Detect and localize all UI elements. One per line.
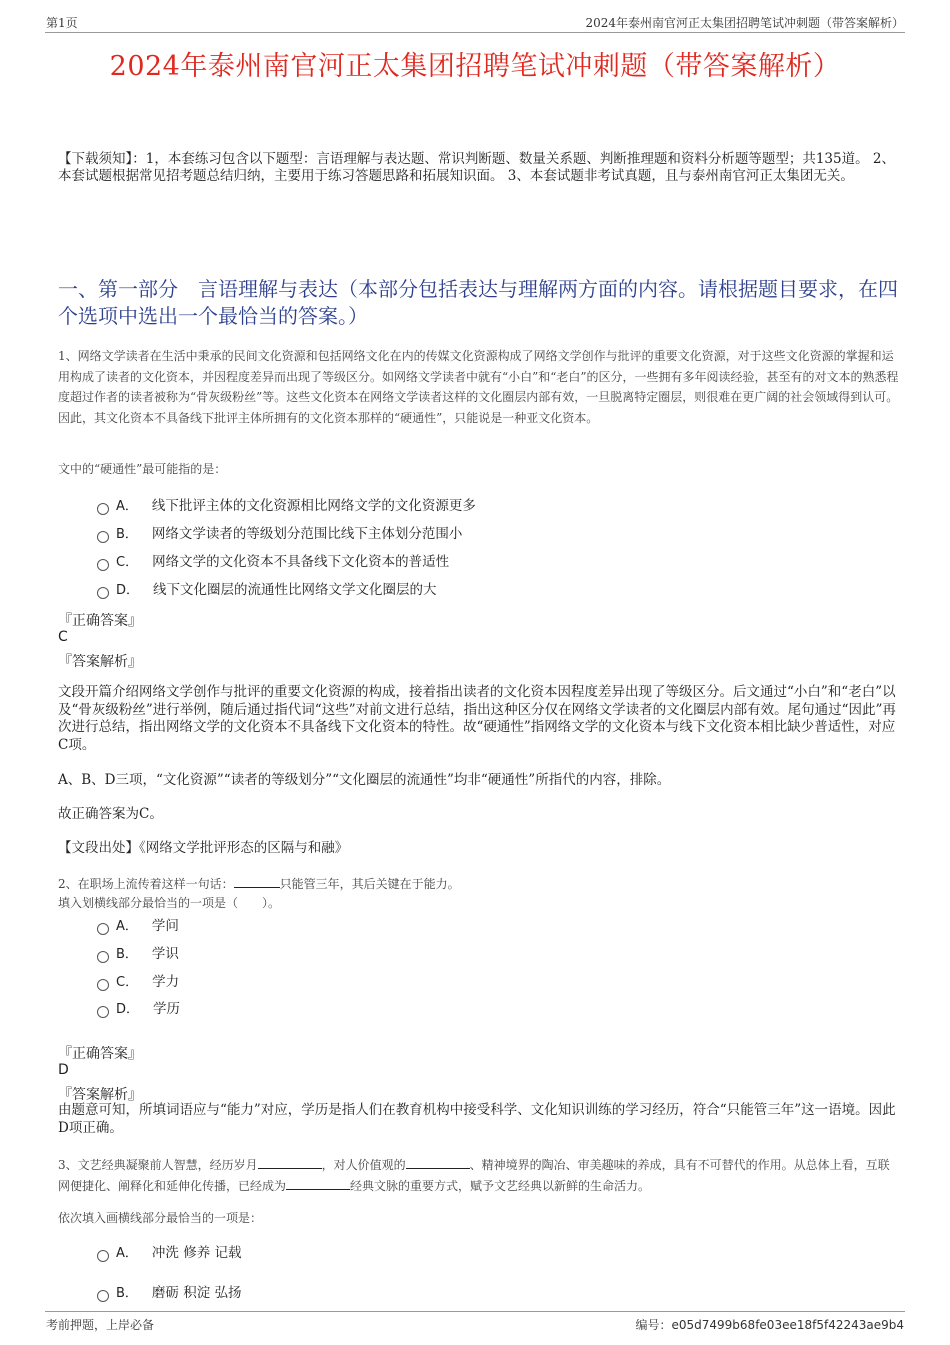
question-1-text: 1、网络文学读者在生活中秉承的民间文化资源和包括网络文化在内的传媒文化资源构成了网络文学创作与批评的重要文化资源，对于这些文化资源的掌握和运用构成了读者的文化资本，并因程度差异而出现了等级区分。如网络文学读者中就有“小白”和“老白”的区分，一些拥有多年阅读经验，甚至有的对文本的熟悉程度超过作者的读者被称为“骨灰级粉丝”等。这些文化资本在网络文学读者这样的文化圈层内部有效，一旦脱离特定圈层，则很难在更广阔的社会领域得到认可。因此，其文化资本不具备线下批评主体所拥有的文化资本那样的“硬通性”，只能说是一种亚文化资本。 <box>58 349 899 425</box>
fill-blank <box>234 875 280 888</box>
question-2-analysis-label: 『答案解析』 <box>58 1087 142 1103</box>
header-divider <box>45 32 905 33</box>
radio-icon[interactable] <box>97 1006 109 1018</box>
question-1-analysis-p1: 文段开篇介绍网络文学创作与批评的重要文化资源的构成，接着指出读者的文化资本因程度差异出现了等级区分。后文通过“小白”和“老白”以及“骨灰级粉丝”进行举例，随后通过指代词“这些”对前文进行总结，指出这种区分仅在网络文学读者的文化圈层内部有效。尾句通过“因此”再次进行总结，指出网络文学的文化资本不具备线下文化资本的特性。故“硬通性”指网络文学的文化资本与线下文化资本相比缺少普适性，对应C项。 <box>58 684 896 753</box>
question-1-option-a[interactable]: A． 线下批评主体的文化资源相比网络文学的文化资源更多 <box>97 496 476 516</box>
radio-icon[interactable] <box>97 1290 109 1302</box>
question-3-text: 3、文艺经典凝聚前人智慧，经历岁月 ，对人价值观的 、精神境界的陶冶、审美趣味的养成，具有不可替代的作用。从总体上看，互联网便捷化、阐释化和延伸化传播，已经成为 经典文脉的重要方式，赋予文艺经典以新鲜的生命活力。 <box>58 1158 890 1193</box>
question-1-option-b[interactable]: B． 网络文学读者的等级划分范围比线下主体划分范围小 <box>97 524 462 544</box>
footer-code: 编号：e05d7499b68fe03ee18f5f42243ae9b4 <box>635 1318 904 1332</box>
question-2-answer: D <box>58 1062 69 1078</box>
page-title: 2024年泰州南官河正太集团招聘笔试冲刺题（带答案解析） <box>109 51 841 82</box>
question-2-answer-label: 『正确答案』 <box>58 1046 142 1062</box>
question-1-option-d[interactable]: D． 线下文化圈层的流通性比网络文学文化圈层的大 <box>97 580 437 600</box>
download-notice: 【下载须知】：1，本套练习包含以下题型：言语理解与表达题、常识判断题、数量关系题、判断推理题和资料分析题等题型；共135道。 2、本套试题根据常见招考题总结归纳，主要用于练习答题思路和拓展知识面。 3、本套试题非考试真题，且与泰州南官河正太集团无关。 <box>58 151 895 184</box>
question-3-prompt: 依次填入画横线部分最恰当的一项是： <box>58 1211 263 1225</box>
radio-icon[interactable] <box>97 923 109 935</box>
fill-blank <box>286 1177 350 1190</box>
question-1-analysis-p3: 故正确答案为C。 <box>58 806 163 822</box>
header-doc-title: 2024年泰州南官河正太集团招聘笔试冲刺题（带答案解析） <box>585 16 904 30</box>
question-1-source: 【文段出处】《网络文学批评形态的区隔与和融》 <box>58 840 349 856</box>
question-1-prompt: 文中的“硬通性”最可能指的是： <box>58 462 227 476</box>
page-number: 第1页 <box>46 16 78 30</box>
question-1-answer: C <box>58 629 68 645</box>
section-heading: 一、第一部分 言语理解与表达（本部分包括表达与理解两方面的内容。请根据题目要求，在四个选项中选出一个最恰当的答案。） <box>58 277 898 328</box>
question-2-text: 2、在职场上流传着这样一句话： 只能管三年，其后关键在于能力。 <box>58 877 460 891</box>
question-2-option-c[interactable]: C． 学力 <box>97 972 179 992</box>
radio-icon[interactable] <box>97 531 109 543</box>
question-2-prompt: 填入划横线部分最恰当的一项是（ ）。 <box>58 896 281 910</box>
footer-slogan: 考前押题，上岸必备 <box>46 1318 155 1332</box>
footer-divider <box>45 1311 905 1312</box>
radio-icon[interactable] <box>97 979 109 991</box>
radio-icon[interactable] <box>97 1250 109 1262</box>
question-2-option-d[interactable]: D． 学历 <box>97 999 180 1019</box>
question-1-answer-label: 『正确答案』 <box>58 613 142 629</box>
radio-icon[interactable] <box>97 587 109 599</box>
question-3-option-a[interactable]: A． 冲洗 修养 记载 <box>97 1243 242 1263</box>
question-1-analysis-label: 『答案解析』 <box>58 654 142 670</box>
question-1-option-c[interactable]: C． 网络文学的文化资本不具备线下文化资本的普适性 <box>97 552 449 572</box>
fill-blank <box>406 1156 470 1169</box>
question-1-analysis-p2: A、B、D三项，“文化资源”“读者的等级划分”“文化圈层的流通性”均非“硬通性”所指代的内容，排除。 <box>58 772 671 788</box>
question-2-analysis: 由题意可知，所填词语应与“能力”对应，学历是指人们在教育机构中接受科学、文化知识训练的学习经历，符合“只能管三年”这一语境。因此D项正确。 <box>58 1102 896 1136</box>
radio-icon[interactable] <box>97 951 109 963</box>
fill-blank <box>258 1156 322 1169</box>
question-2-option-a[interactable]: A． 学问 <box>97 916 179 936</box>
radio-icon[interactable] <box>97 503 109 515</box>
question-3-option-b[interactable]: B． 磨砺 积淀 弘扬 <box>97 1283 242 1303</box>
radio-icon[interactable] <box>97 559 109 571</box>
question-2-option-b[interactable]: B． 学识 <box>97 944 179 964</box>
